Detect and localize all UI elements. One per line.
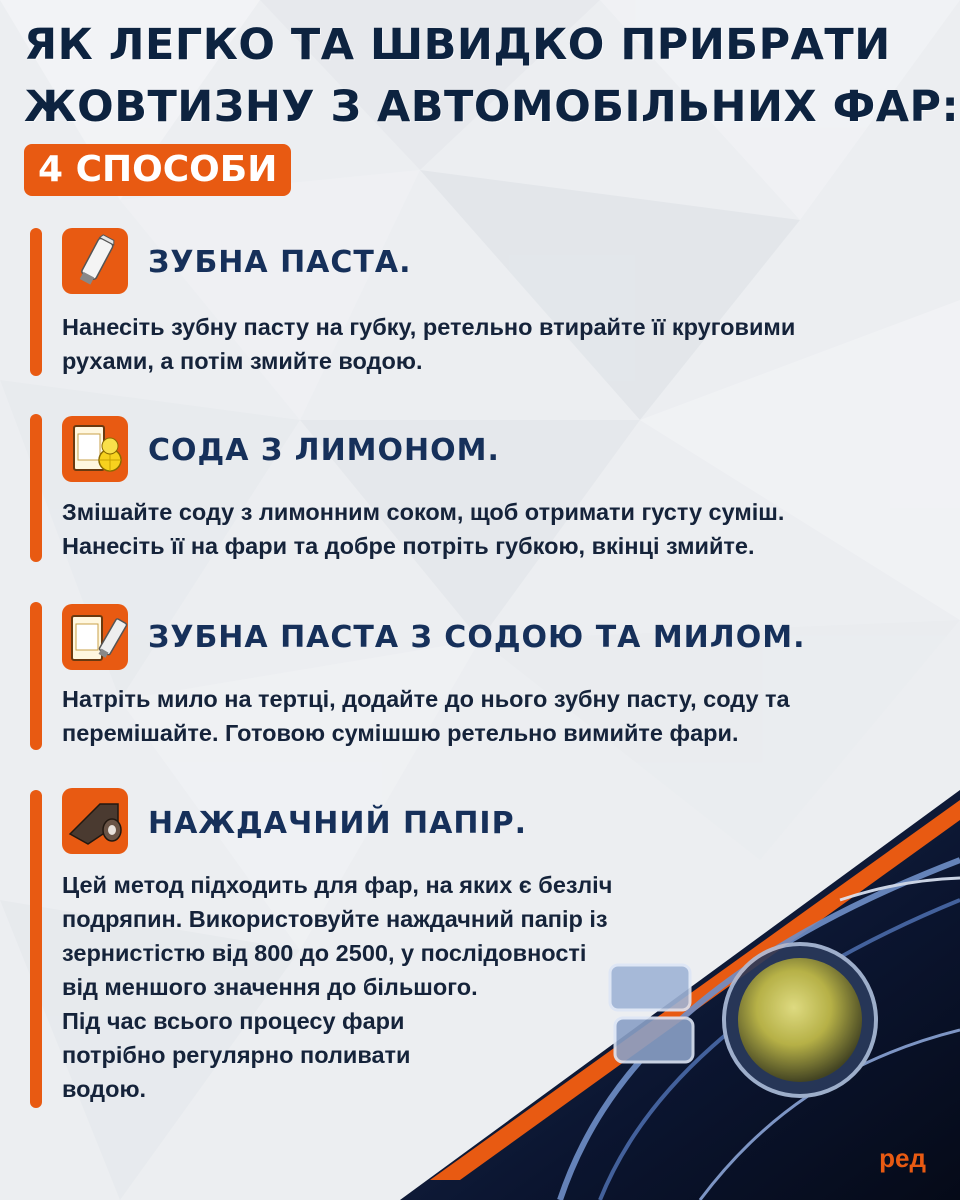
method-4-line: Цей метод підходить для фар, на яких є безліч bbox=[62, 872, 613, 898]
method-1-line: Нанесіть зубну пасту на губку, ретельно втирайте її круговими bbox=[62, 314, 796, 340]
method-2-line: Нанесіть її на фари та добре потріть губкою, вкінці змийте. bbox=[62, 533, 755, 559]
method-2-line: Змішайте соду з лимонним соком, щоб отримати густу суміш. bbox=[62, 499, 785, 525]
method-4-line: подряпин. Використовуйте наждачний папір із bbox=[62, 906, 608, 932]
soda-soap-icon bbox=[62, 604, 128, 670]
method-4-line: потрібно регулярно поливати bbox=[62, 1042, 411, 1068]
method-4-line: зернистістю від 800 до 2500, у послідовності bbox=[62, 940, 587, 966]
method-2-description bbox=[62, 495, 784, 563]
method-4-line: Під час всього процесу фари bbox=[62, 1008, 405, 1034]
methods-count-badge: 4 СПОСОБИ bbox=[24, 144, 291, 196]
title-line-2: ЖОВТИЗНУ З АВТОМОБІЛЬНИХ ФАР: bbox=[24, 82, 960, 132]
soda-lemon-icon bbox=[62, 416, 128, 482]
method-4-description bbox=[62, 868, 612, 1106]
method-4-title: НАЖДАЧНИЙ ПАПІР. bbox=[148, 806, 527, 841]
method-4-accent-bar bbox=[30, 790, 42, 1108]
method-4-line: від меншого значення до більшого. bbox=[62, 974, 478, 1000]
method-3-title: ЗУБНА ПАСТА З СОДОЮ ТА МИЛОМ. bbox=[148, 620, 806, 655]
title-line-1: ЯК ЛЕГКО ТА ШВИДКО ПРИБРАТИ bbox=[24, 20, 891, 70]
publisher-logo: ред bbox=[879, 1143, 926, 1173]
toothpaste-icon bbox=[62, 228, 128, 294]
method-2-title: СОДА З ЛИМОНОМ. bbox=[148, 433, 500, 468]
method-3-line: Натріть мило на тертці, додайте до нього зубну пасту, соду та bbox=[62, 686, 790, 712]
method-1-title: ЗУБНА ПАСТА. bbox=[148, 245, 412, 280]
method-4-line: водою. bbox=[62, 1076, 147, 1102]
method-1-accent-bar bbox=[30, 228, 42, 376]
method-3-description bbox=[62, 682, 790, 750]
method-1-line: рухами, а потім змийте водою. bbox=[62, 348, 423, 374]
method-2-accent-bar bbox=[30, 414, 42, 562]
method-1-description bbox=[62, 310, 795, 378]
sandpaper-icon bbox=[62, 788, 128, 854]
method-3-line: перемішайте. Готовою сумішшю ретельно вимийте фари. bbox=[62, 720, 739, 746]
method-3-accent-bar bbox=[30, 602, 42, 750]
page-title bbox=[24, 14, 959, 138]
